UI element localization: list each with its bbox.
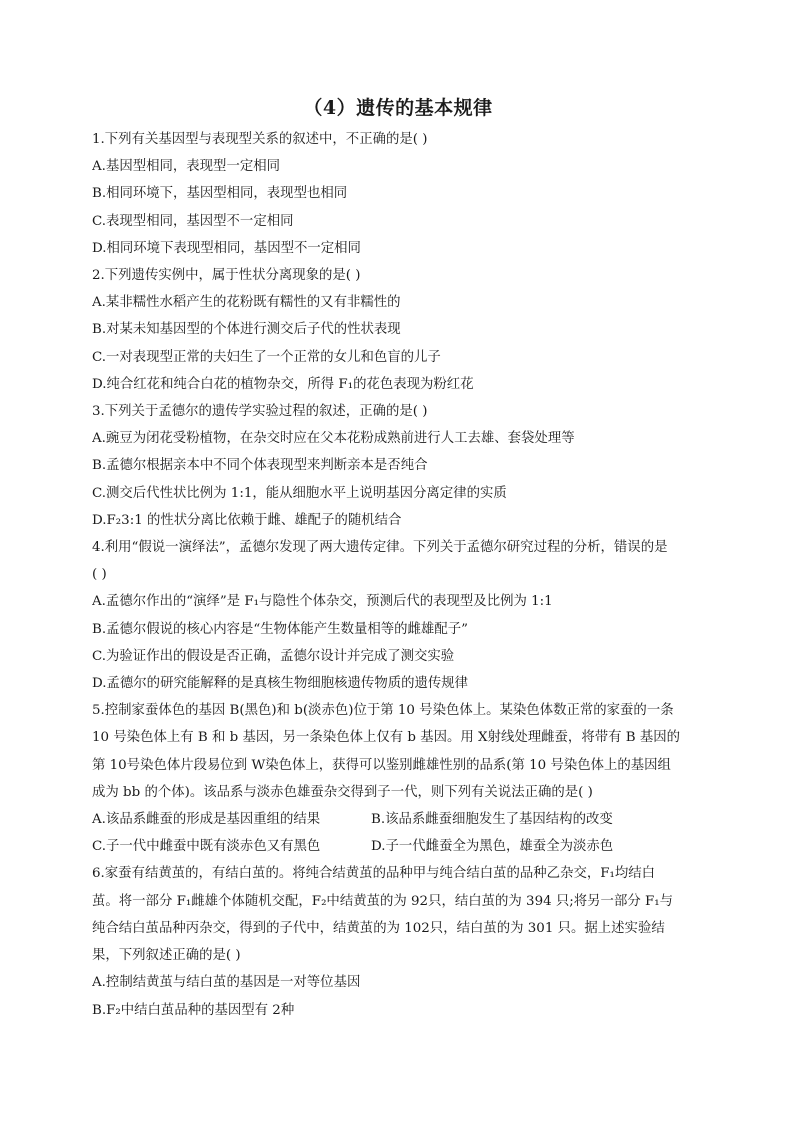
question-4-option-b: B.孟德尔假说的核心内容是“生物体能产生数量相等的雌雄配子”	[92, 621, 468, 637]
question-4-stem: 4.利用“假说一演绎法”，孟德尔发现了两大遗传定律。下列关于孟德尔研究过程的分析，错误的是	[92, 540, 668, 556]
question-6-stem-cont: 纯合结白茧品种丙杂交，得到的子代中，结黄茧的为 102只，结白茧的为 301 只。据上述实验结	[92, 920, 665, 936]
question-5-stem-cont: 10 号染色体上有 B 和 b 基因，另一条染色体上仅有 b 基因。用 X射线处理雌蚕，将带有 B 基因的	[92, 730, 681, 746]
question-1-option-b: B.相同环境下，基因型相同，表现型也相同	[92, 186, 348, 202]
question-4-option-c: C.为验证作出的假设是否正确，孟德尔设计并完成了测交实验	[92, 648, 455, 664]
question-5-option-c: C.子一代中雌蚕中既有淡赤色又有黑色	[92, 839, 321, 855]
question-6-stem: 6.家蚕有结黄茧的，有结白茧的。将纯合结黄茧的品种甲与纯合结白茧的品种乙杂交，F₁均结白	[92, 866, 656, 882]
question-2-option-c: C.一对表现型正常的夫妇生了一个正常的女儿和色盲的儿子	[92, 349, 441, 365]
question-1-option-a: A.基因型相同，表现型一定相同	[92, 159, 281, 175]
question-1-option-d: D.相同环境下表现型相同，基因型不一定相同	[92, 240, 361, 256]
question-1-option-c: C.表现型相同，基因型不一定相同	[92, 213, 294, 229]
question-5-stem-cont: 成为 bb 的个体)。该品系与淡赤色雄蚕杂交得到子一代，则下列有关说法正确的是( )	[92, 784, 593, 800]
question-1-stem: 1.下列有关基因型与表现型关系的叙述中，不正确的是( )	[92, 132, 428, 147]
question-5-stem: 5.控制家蚕体色的基因 B(黑色)和 b(淡赤色)位于第 10 号染色体上。某染色体数正常的家蚕的一条	[92, 703, 674, 719]
question-3-option-a: A.豌豆为闭花受粉植物，在杂交时应在父本花粉成熟前进行人工去雄、套袋处理等	[92, 431, 575, 447]
question-5-options-row-2	[92, 833, 704, 860]
question-5-stem-cont: 第 10号染色体片段易位到 W染色体上，获得可以鉴别雌雄性别的品系(第 10 号染色体上的基因组	[92, 757, 671, 773]
question-6-stem-cont: 茧。将一部分 F₁雌雄个体随机交配，F₂中结黄茧的为 92只，结白茧的为 394 只;将另一部分 F₁与	[92, 893, 674, 909]
question-3-option-d: D.F₂3:1 的性状分离比依赖于雌、雄配子的随机结合	[92, 512, 402, 528]
question-3-option-c: C.测交后代性状比例为 1:1，能从细胞水平上说明基因分离定律的实质	[92, 485, 507, 501]
question-5-option-a: A.该品系雌蚕的形成是基因重组的结果	[92, 812, 321, 828]
question-5-option-d: D.子一代雌蚕全为黑色，雄蚕全为淡赤色	[371, 839, 614, 855]
question-2-option-b: B.对某未知基因型的个体进行测交后子代的性状表现	[92, 322, 401, 338]
question-4-stem-cont: ( )	[92, 567, 107, 583]
question-4-option-a: A.孟德尔作出的“演绎”是 F₁与隐性个体杂交，预测后代的表现型及比例为 1:1	[92, 594, 553, 610]
question-4-option-d: D.孟德尔的研究能解释的是真核生物细胞核遗传物质的遗传规律	[92, 676, 469, 692]
question-2-option-d: D.纯合红花和纯合白花的植物杂交，所得 F₁的花色表现为粉红花	[92, 376, 474, 392]
document-page	[92, 92, 704, 1024]
question-3-option-b: B.孟德尔根据亲本中不同个体表现型来判断亲本是否纯合	[92, 458, 428, 474]
question-6-stem-cont: 果，下列叙述正确的是( )	[92, 948, 241, 964]
question-5-option-b: B.该品系雌蚕细胞发生了基因结构的改变	[371, 812, 613, 828]
question-2-option-a: A.某非糯性水稻产生的花粉既有糯性的又有非糯性的	[92, 295, 401, 311]
question-3-stem: 3.下列关于孟德尔的遗传学实验过程的叙述，正确的是( )	[92, 404, 428, 420]
question-5-options-row-1	[92, 806, 704, 833]
question-2-stem: 2.下列遗传实例中，属于性状分离现象的是( )	[92, 268, 361, 284]
page-title: （4）遗传的基本规律	[303, 97, 493, 119]
question-6-option-a: A.控制结黄茧与结白茧的基因是一对等位基因	[92, 975, 361, 991]
question-6-option-b: B.F₂中结白茧品种的基因型有 2种	[92, 1002, 295, 1018]
